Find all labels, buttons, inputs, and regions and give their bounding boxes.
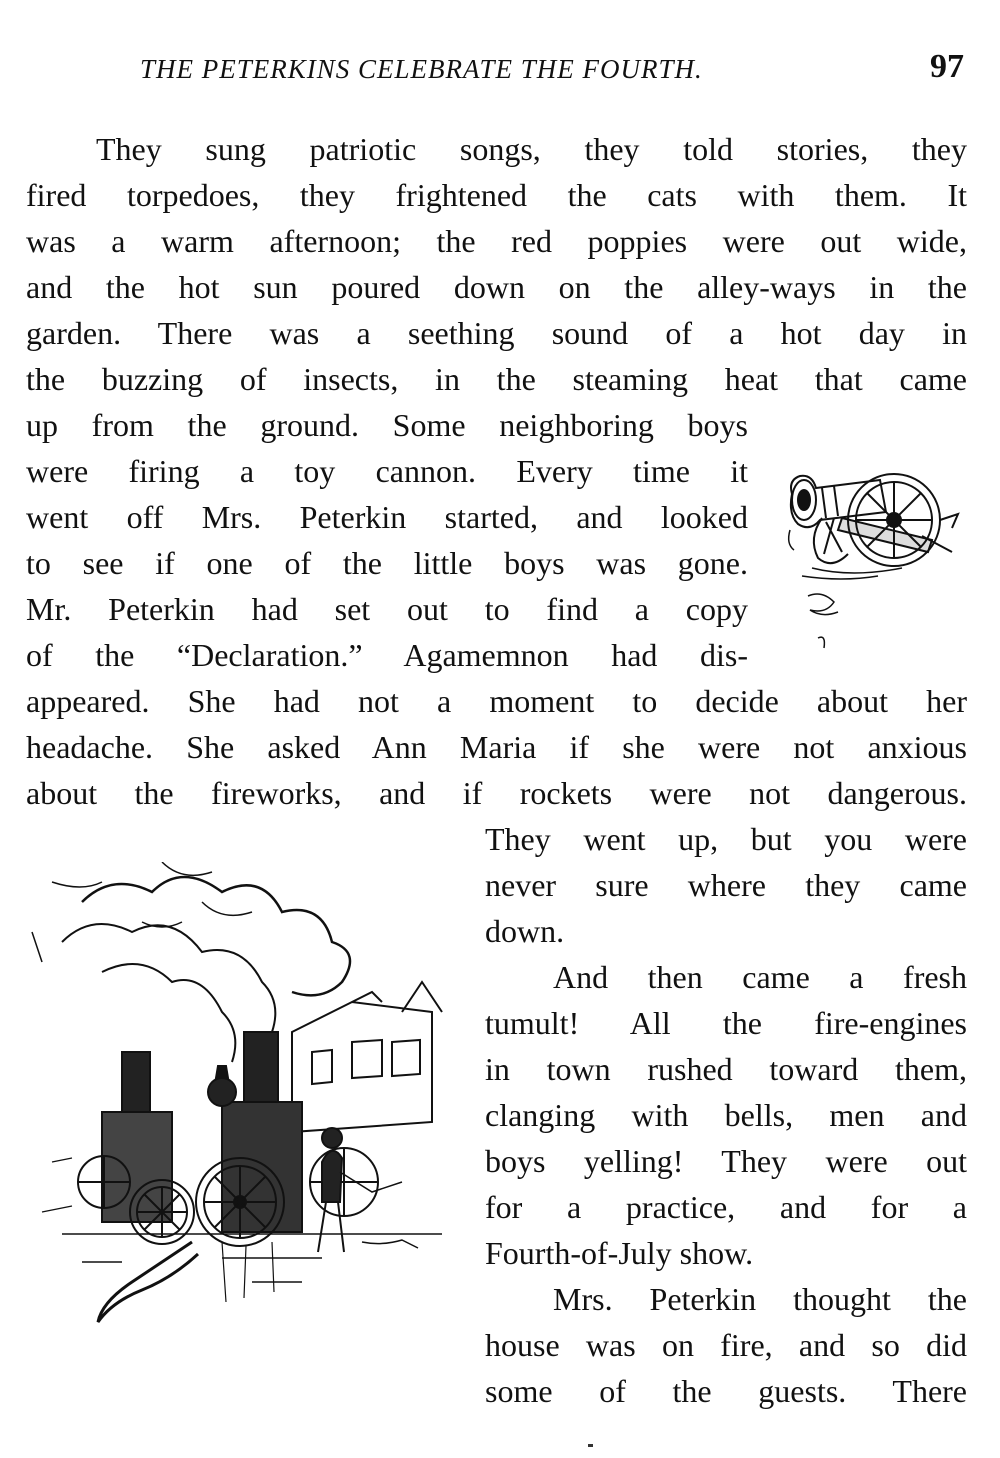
text-line: were firing a toy cannon. Every time it bbox=[26, 453, 748, 489]
text-line: down. bbox=[485, 913, 565, 949]
fire-engines-illustration bbox=[22, 862, 458, 1334]
page-number: 97 bbox=[930, 48, 964, 85]
text-line: went off Mrs. Peterkin started, and looked bbox=[26, 499, 748, 535]
text-line: for a practice, and for a bbox=[485, 1189, 967, 1225]
text-line: fired torpedoes, they frightened the cats with them. It bbox=[26, 177, 967, 213]
running-header bbox=[140, 48, 970, 92]
text-line: was a warm afternoon; the red poppies were out wide, bbox=[26, 223, 967, 259]
text-line: They sung patriotic songs, they told stories, they bbox=[96, 131, 967, 167]
text-line: about the fireworks, and if rockets were not dangerous. bbox=[26, 775, 967, 811]
text-line: up from the ground. Some neighboring boys bbox=[26, 407, 748, 443]
text-line: headache. She asked Ann Maria if she were not anxious bbox=[26, 729, 967, 765]
text-line: Mrs. Peterkin thought the bbox=[553, 1281, 967, 1317]
text-line: and the hot sun poured down on the alley-ways in the bbox=[26, 269, 967, 305]
running-title: THE PETERKINS CELEBRATE THE FOURTH. bbox=[140, 54, 703, 84]
text-line: house was on fire, and so did bbox=[485, 1327, 967, 1363]
speck bbox=[588, 1444, 593, 1447]
text-line: And then came a fresh bbox=[553, 959, 967, 995]
text-line: to see if one of the little boys was gone. bbox=[26, 545, 748, 581]
text-line: some of the guests. There bbox=[485, 1373, 967, 1409]
toy-cannon-illustration bbox=[782, 458, 966, 658]
text-line: boys yelling! They were out bbox=[485, 1143, 967, 1179]
text-line: tumult! All the fire-engines bbox=[485, 1005, 967, 1041]
text-line: Fourth-of-July show. bbox=[485, 1235, 754, 1271]
text-line: of the “Declaration.” Agamemnon had dis- bbox=[26, 637, 748, 673]
text-line: in town rushed toward them, bbox=[485, 1051, 967, 1087]
text-line: clanging with bells, men and bbox=[485, 1097, 967, 1133]
text-line: Mr. Peterkin had set out to find a copy bbox=[26, 591, 748, 627]
text-line: the buzzing of insects, in the steaming heat that came bbox=[26, 361, 967, 397]
text-line: never sure where they came bbox=[485, 867, 967, 903]
text-line: They went up, but you were bbox=[485, 821, 967, 857]
text-line: garden. There was a seething sound of a hot day in bbox=[26, 315, 967, 351]
text-line: appeared. She had not a moment to decide about her bbox=[26, 683, 967, 719]
